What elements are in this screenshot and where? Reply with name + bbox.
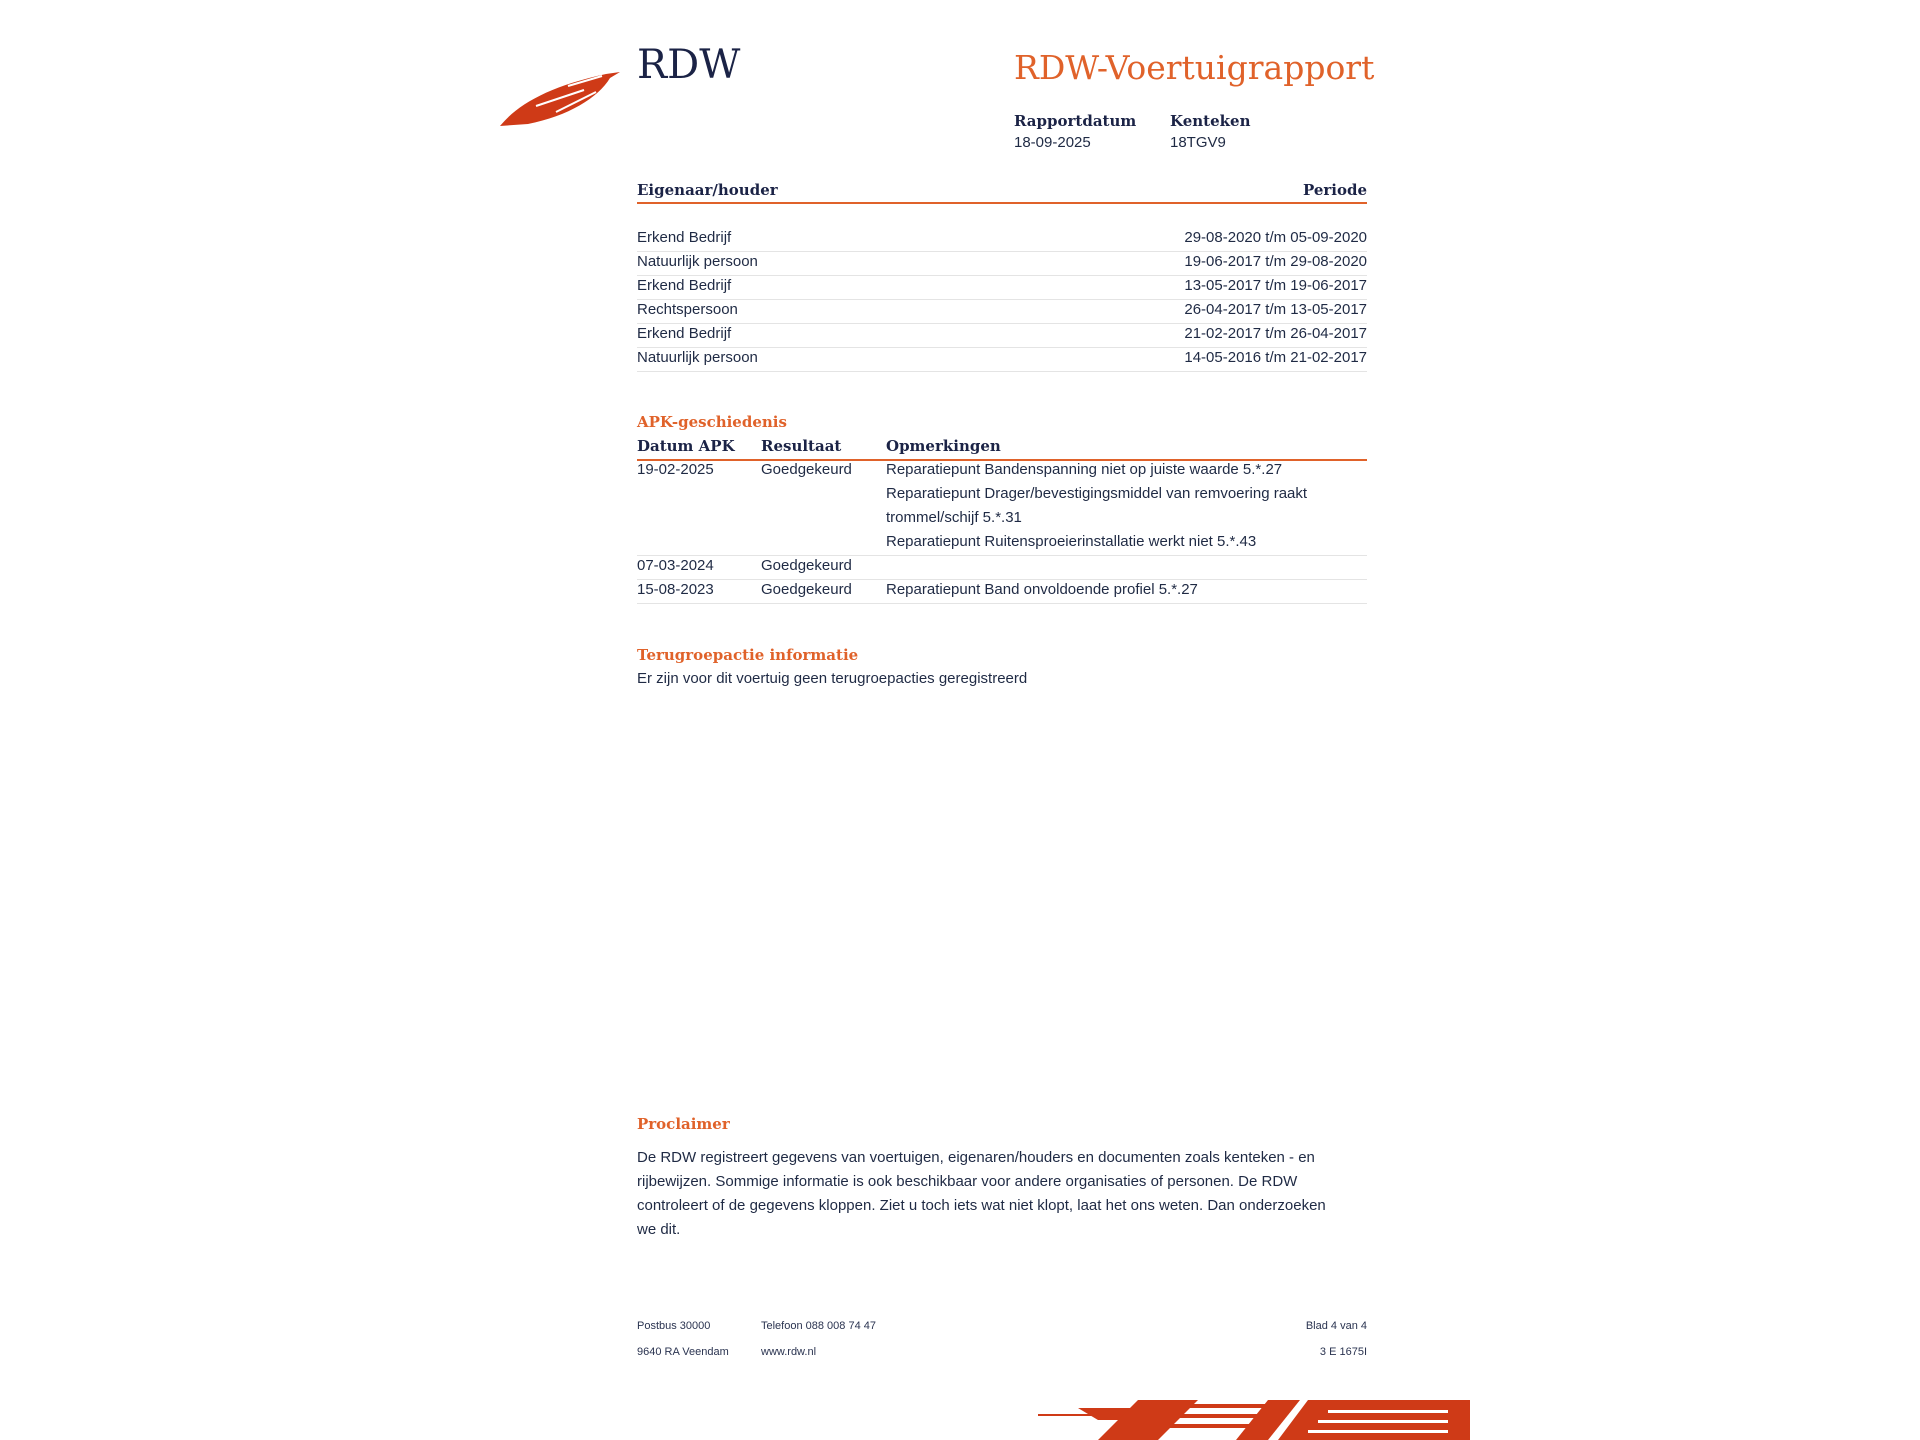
apk-remark-line: Reparatiepunt Band onvoldoende profiel 5.*.27 [886,581,1198,598]
owner-cell: Natuurlijk persoon [637,253,758,270]
decorative-stripes-icon [1038,1396,1470,1440]
period-cell: 13-05-2017 t/m 19-06-2017 [1184,277,1367,294]
recall-section-title: Terugroepactie informatie [637,646,859,664]
row-divider [637,579,1367,580]
recall-text: Er zijn voor dit voertuig geen terugroepacties geregistreerd [637,670,1028,687]
owner-cell: Erkend Bedrijf [637,277,732,294]
period-cell: 21-02-2017 t/m 26-04-2017 [1184,325,1367,342]
apk-remark-line: trommel/schijf 5.*.31 [886,509,1022,526]
apk-remark-line: Reparatiepunt Bandenspanning niet op juiste waarde 5.*.27 [886,461,1283,478]
apk-date-cell: 19-02-2025 [637,461,714,478]
row-divider [637,299,1367,300]
apk-result-cell: Goedgekeurd [761,461,852,478]
apk-remark-line: Reparatiepunt Ruitensproeierinstallatie werkt niet 5.*.43 [886,533,1257,550]
proclaimer-line: De RDW registreert gegevens van voertuigen, eigenaren/houders en documenten zoals kenteken - en [637,1149,1315,1166]
report-date-value: 18-09-2025 [1014,134,1091,151]
footer-city: 9640 RA Veendam [637,1346,729,1358]
brand-name: RDW [637,42,741,88]
row-divider [637,371,1367,372]
proclaimer-text [637,1146,1326,1242]
row-divider [637,275,1367,276]
apk-result-cell: Goedgekeurd [761,557,852,574]
row-divider [637,251,1367,252]
row-divider [637,347,1367,348]
apk-date-column-header: Datum APK [637,437,735,455]
footer-website-link[interactable]: www.rdw.nl [761,1346,817,1358]
row-divider [637,555,1367,556]
owner-cell: Natuurlijk persoon [637,349,758,366]
period-cell: 29-08-2020 t/m 05-09-2020 [1184,229,1367,246]
apk-remark-line: Reparatiepunt Drager/bevestigingsmiddel van remvoering raakt [886,485,1308,502]
apk-date-cell: 07-03-2024 [637,557,714,574]
rdw-logo-icon [498,64,620,130]
proclaimer-title: Proclaimer [637,1115,730,1133]
period-cell: 26-04-2017 t/m 13-05-2017 [1184,301,1367,318]
row-divider [637,603,1367,604]
footer-phone: Telefoon 088 008 74 47 [761,1320,876,1332]
plate-value: 18TGV9 [1170,134,1226,151]
period-cell: 14-05-2016 t/m 21-02-2017 [1184,349,1367,366]
owner-cell: Rechtspersoon [637,301,738,318]
proclaimer-line: controleert of de gegevens kloppen. Ziet u toch iets wat niet klopt, laat het ons weten. Dan onderzoeken [637,1197,1326,1214]
apk-date-cell: 15-08-2023 [637,581,714,598]
apk-result-column-header: Resultaat [761,437,842,455]
owners-header-rule [637,202,1367,204]
footer-page-number: Blad 4 van 4 [1305,1320,1367,1332]
apk-section-title: APK-geschiedenis [637,413,787,431]
proclaimer-line: we dit. [637,1221,681,1238]
footer-document-code: 3 E 1675I [1319,1346,1367,1358]
apk-remarks-column-header: Opmerkingen [886,437,1001,455]
footer-postbus: Postbus 30000 [637,1320,711,1332]
period-cell: 19-06-2017 t/m 29-08-2020 [1184,253,1367,270]
report-date-label: Rapportdatum [1014,112,1137,130]
plate-label: Kenteken [1170,112,1251,130]
owner-column-header: Eigenaar/houder [637,181,778,199]
owner-cell: Erkend Bedrijf [637,325,732,342]
owner-cell: Erkend Bedrijf [637,229,732,246]
apk-result-cell: Goedgekeurd [761,581,852,598]
report-title: RDW-Voertuigrapport [1014,48,1375,87]
row-divider [637,323,1367,324]
proclaimer-line: rijbewijzen. Sommige informatie is ook beschikbaar voor andere organisaties of personen. De RDW [637,1173,1298,1190]
period-column-header: Periode [1302,181,1367,199]
